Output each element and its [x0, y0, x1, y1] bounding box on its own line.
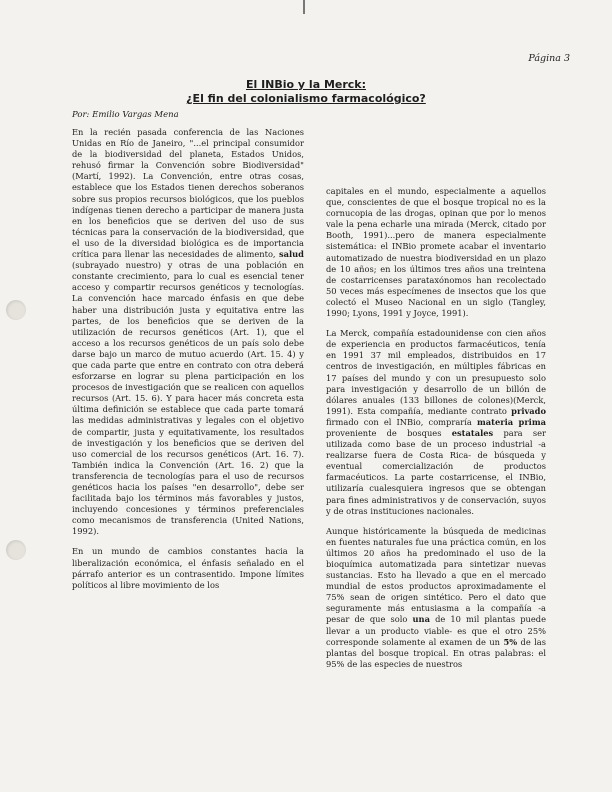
title-line-1: El INBio y la Merck: [245, 78, 367, 91]
right-column [326, 186, 546, 679]
bold-run: materia prima [476, 416, 546, 427]
paragraph [326, 526, 546, 670]
text-run: Aunque históricamente la búsqueda de medicinas en fuentes naturales fue una práctica común, en los últimos 20 años ha predominado el uso de la bioquímica automatizada para sintetizar nuevas sustancias. Esto ha llevado a que en el mercado mundial de estos productos aproximadamente el 75% sean de origen sintético. Pero el dato que seguramente más entusiasma a la compañía -a pesar de que solo [326, 525, 546, 625]
author-byline: Por: Emilio Vargas Mena [72, 110, 179, 120]
paragraph [326, 328, 546, 517]
paragraph [72, 127, 304, 537]
paragraph: capitales en el mundo, especialmente a aquellos que, conscientes de que el bosque tropical no es la cornucopia de las drogas, opinan que por lo menos vale la pena echarle una mirada (Merck, citado por Booth, 1991)...pero de manera especialmente sistemática: el INBio promete acabar el inventario automatizado de nuestra biodiversidad en un plazo de 10 años; en los últimos tres años una treintena de costarricenses parataxónomos han recolectado 50 veces más especímenes de insectos que los que colectó el Museo Nacional en un siglo (Tangley, 1990; Lyons, 1991 y Joyce, 1991). [326, 186, 546, 319]
text-run: (subrayado nuestro) y otras de una población en constante crecimiento, para lo cual es esencial tener acceso y compartir recursos genéticos y tecnologías. La convención hace marcado énfasis en que debe haber una distribución justa y equitativa entre las partes, de los beneficios que se deriven de la utilización de recursos genéticos (Art. 1), que el acceso a los recursos genéticos de un país solo debe darse bajo un marco de mutuo acuerdo (Art. 15. 4) y que cada parte que entre en contrato con otra deberá esforzarse en lograr su plena participación en los procesos de investigación que se realicen con aquellos recursos (Art. 15. 6). Y para hacer más concreta esta última definición se establece que cada parte tomará las medidas administrativas y legales con el objetivo de compartir, justa y equitativamente, los resultados de investigación y los beneficios que se deriven del uso comercial de los recursos genéticos (Art. 16. 7). También indica la Convención (Art. 16. 2) que la transferencia de tecnologías para el uso de recursos genéticos hacia los países "en desarrollo", debe ser facilitada bajo los términos más favorables y justos, incluyendo concesiones y términos preferenciales como mecanismos de transferencia (United Nations, 1992). [72, 260, 304, 537]
bold-run: salud [278, 249, 304, 260]
page-number: Página 3 [528, 53, 570, 64]
text-run: de las plantas del bosque tropical. En otras palabras: el 95% de las especies de nuestros [326, 636, 546, 669]
text-run: de 10 mil plantas puede llevar a un producto viable- es que el otro 25% corresponde solamente al examen de un [326, 614, 546, 647]
text-run: para ser utilizada como base de un proceso industrial -a realizarse fuera de Costa Rica- de búsqueda y eventual comercialización de productos farmacéuticos. La parte costarricense, el INBio, utilizaría cualesquiera ingresos que se obtengan para fines administrativos y de conservación, suyos y de otras instituciones nacionales. [326, 427, 546, 516]
punch-hole [6, 300, 26, 320]
text-run: En la recién pasada conferencia de las Naciones Unidas en Río de Janeiro, "...el principal consumidor de la biodiversidad del planeta, Estados Unidos, rehusó firmar la Convención sobre Biodiversidad" (Martí, 1992). La Convención, entre otras cosas, establece que los Estados tienen derechos soberanos sobre sus propios recursos biológicos, que los pueblos indígenas tienen derecho a participar de manera justa en los beneficios que se deriven del uso de sus técnicas para la conservación de la biodiversidad, que el uso de la diversidad biológica es de importancia crítica para llenar las necesidades de alimento, [72, 127, 304, 260]
staple-mark [303, 0, 305, 14]
bold-run: 5% [503, 636, 518, 647]
text-run: proveniente de bosques [326, 427, 442, 438]
punch-hole [6, 540, 26, 560]
paragraph: En un mundo de cambios constantes hacia la liberalización económica, el énfasis señalado en el párrafo anterior es un contrasentido. Impone límites políticos al libre movimiento de los [72, 546, 304, 590]
title-line-2: ¿El fin del colonialismo farmacológico? [186, 92, 426, 105]
text-run: firmado con el INBio, compraría [326, 416, 472, 427]
bold-run: privado [511, 405, 546, 416]
bold-run: una [412, 614, 430, 625]
article-title [0, 78, 612, 106]
bold-run: estatales [451, 427, 494, 438]
text-run: La Merck, compañía estadounidense con cien años de experiencia en productos farmacéuticos, tenía en 1991 37 mil empleados, distribuidos en 17 centros de investigación, en múltiples fábricas en 17 países del mundo y con un presupuesto solo para investigación y desarrollo de un billón de dólares anuales (133 billones de colones)(Merck, 1991). Esta compañía, mediante contrato [326, 328, 546, 416]
left-column [72, 127, 304, 600]
